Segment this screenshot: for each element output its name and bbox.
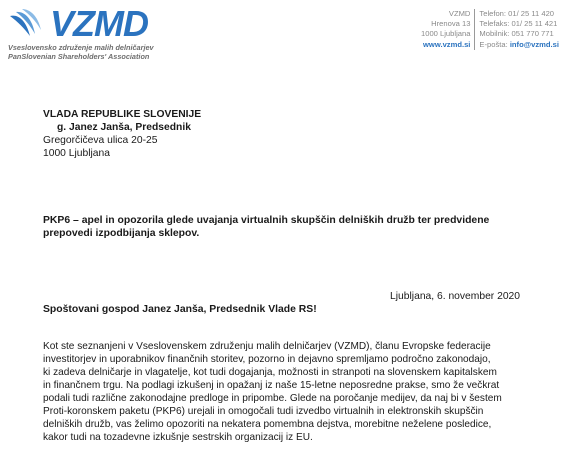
letter-subject [43, 214, 513, 240]
contact-mobile: Mobilnik: 051 770 771 [479, 29, 554, 39]
contact-website-link[interactable]: www.vzmd.si [423, 39, 471, 49]
body-line: kakor tudi na tozadevne izkušnje sestrskih organizacij iz EU. [43, 432, 313, 443]
body-line: ki zadeva delničarje in vlagatelje, kot tudi dogajanja, možnosti in stranpoti na slovenskem kapitalskem [43, 367, 497, 378]
letter-date: Ljubljana, 6. november 2020 [390, 291, 520, 302]
body-line: in finančnem trgu. Na podlagi izkušenj in opažanj iz naše 15-letne neposredne prakse, smo že večkrat [43, 380, 500, 391]
letter-body-paragraph [43, 340, 543, 444]
body-line: delniških družb, vas želimo opozoriti na nekatera pomembna dejstva, morebitne neželene posledice, [43, 419, 492, 430]
logo-swoosh-icon [8, 8, 46, 40]
contact-phone-column [475, 9, 559, 50]
body-line: investitorjev in uporabnikov finančnih storitev, pozorno in dejavno spremljamo področno zakonodajo, [43, 354, 491, 365]
org-name-english: PanSlovenian Shareholders' Association [8, 52, 150, 61]
letterhead-contact [421, 9, 559, 50]
contact-email-label: E-pošta: [479, 39, 510, 49]
contact-email-link[interactable]: info@vzmd.si [509, 39, 559, 49]
org-name-slovenian: Vseslovensko združenje malih delničarjev [8, 43, 154, 52]
recipient-person: g. Janez Janša, Predsednik [57, 122, 191, 133]
recipient-street: Gregorčičeva ulica 20-25 [43, 135, 158, 146]
contact-street: Hrenova 13 [431, 19, 471, 29]
body-line: podali tudi različne zakonodajne predloge in pripombe. Glede na poročanje medijev, da naj bi v šestem [43, 393, 502, 404]
logo-row [8, 3, 268, 44]
contact-email-row [479, 40, 559, 50]
contact-address-column [421, 9, 475, 50]
recipient-address [43, 108, 201, 160]
letter-greeting: Spoštovani gospod Janez Janša, Predsednik Vlade RS! [43, 304, 317, 315]
body-line: Kot ste seznanjeni v Vseslovenskem združenju malih delničarjev (VZMD), članu Evropske federacije [43, 341, 491, 352]
contact-fax: Telefaks: 01/ 25 11 421 [479, 19, 558, 29]
letterhead-logo-block [8, 3, 268, 61]
contact-org: VZMD [448, 9, 471, 18]
recipient-city: 1000 Ljubljana [43, 148, 110, 159]
subject-line-1: PKP6 – apel in opozorila glede uvajanja virtualnih skupščin delniških družb ter predvidene [43, 215, 490, 226]
logo-text: VZMD [50, 3, 148, 44]
contact-city: 1000 Ljubljana [421, 29, 471, 39]
body-line: Proti-koronskem paketu (PKP6) urejali in omogočali tudi izvedbo virtualnih in elektronskih skupščin [43, 406, 484, 417]
contact-phone: Telefon: 01/ 25 11 420 [479, 9, 555, 18]
recipient-institution: VLADA REPUBLIKE SLOVENIJE [43, 109, 202, 120]
subject-line-2: prepovedi izpodbijanja sklepov. [43, 228, 200, 239]
